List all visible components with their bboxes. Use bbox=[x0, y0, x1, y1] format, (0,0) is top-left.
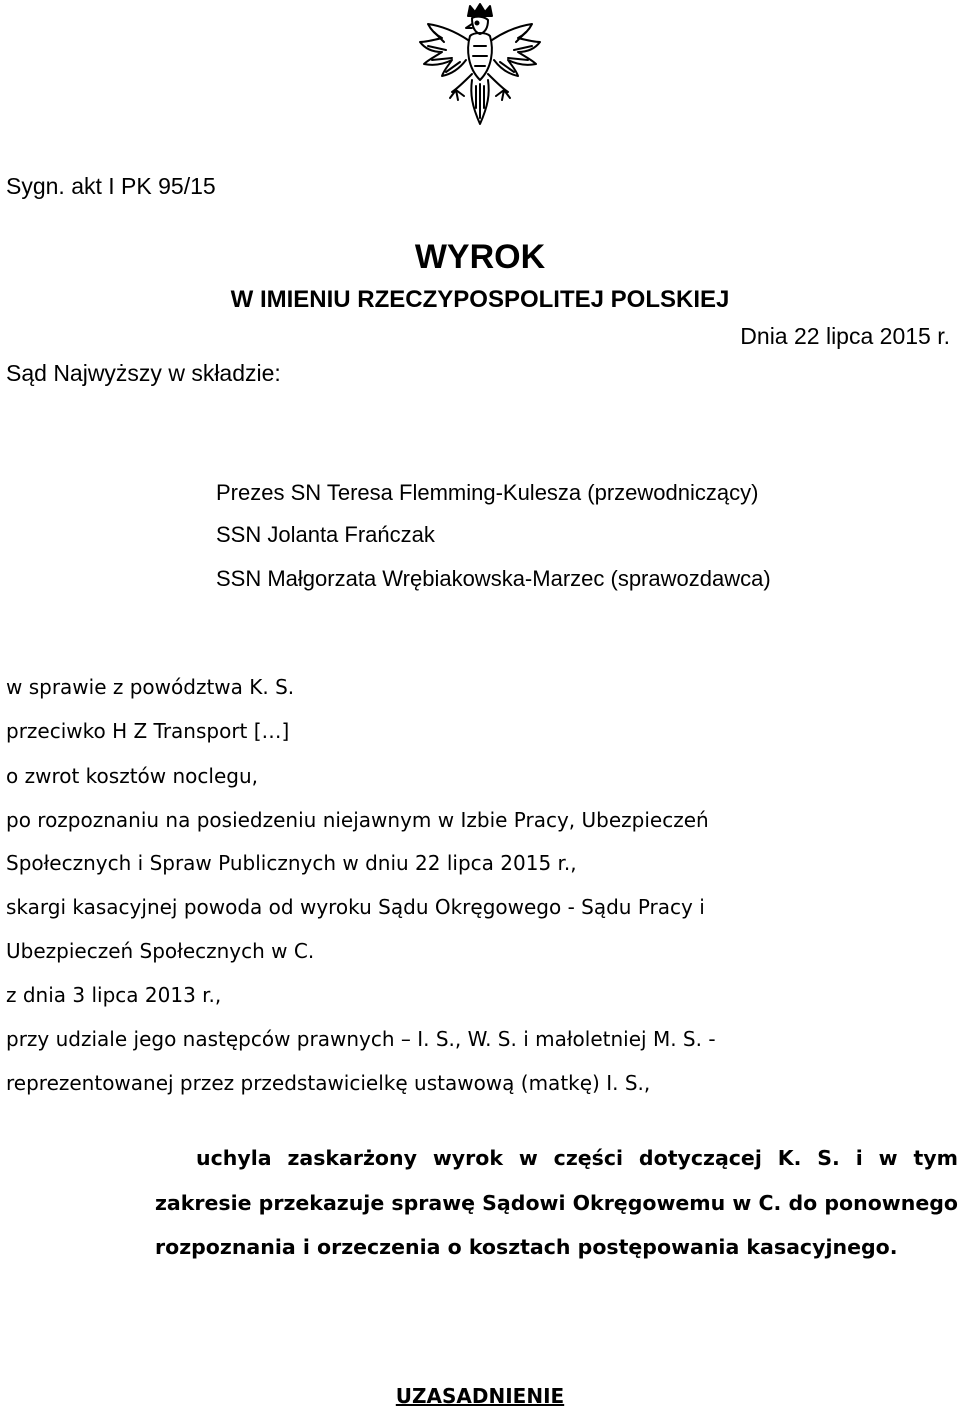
case-signature: Sygn. akt I PK 95/15 bbox=[6, 173, 216, 199]
case-line-appeal: skargi kasacyjnej powoda od wyroku Sądu Okręgowego - Sądu Pracy i bbox=[6, 895, 705, 919]
case-line-hearing: po rozpoznaniu na posiedzeniu niejawnym w Izbie Pracy, Ubezpieczeń bbox=[6, 808, 709, 832]
judge-presiding: Prezes SN Teresa Flemming-Kulesza (przewodniczący) bbox=[216, 480, 759, 505]
case-line-lower-court: Ubezpieczeń Społecznych w C. bbox=[6, 939, 315, 963]
reasons-heading: UZASADNIENIE bbox=[395, 1384, 565, 1408]
case-line-lower-court-date: z dnia 3 lipca 2013 r., bbox=[6, 983, 222, 1007]
case-line-representation: reprezentowanej przez przedstawicielkę ustawową (matkę) I. S., bbox=[6, 1071, 651, 1095]
case-line-subject: o zwrot kosztów noclegu, bbox=[6, 764, 258, 788]
case-line-successors: przy udziale jego następców prawnych – I. S., W. S. i małoletniej M. S. - bbox=[6, 1027, 716, 1051]
verdict-paragraph: uchyla zaskarżony wyrok w części dotyczącej K. S. i w tym zakresie przekazuje sprawę Sądowi Okręgowemu w C. do ponownego rozpoznania i orzeczenia o kosztach postępowania kasacyjnego. bbox=[155, 1146, 958, 1259]
case-line-plaintiff: w sprawie z powództwa K. S. bbox=[6, 675, 295, 699]
document-subtitle: W IMIENIU RZECZYPOSPOLITEJ POLSKIEJ bbox=[230, 286, 730, 313]
judge-rapporteur: SSN Małgorzata Wrębiakowska-Marzec (sprawozdawca) bbox=[216, 566, 771, 591]
judge-member: SSN Jolanta Frańczak bbox=[216, 522, 435, 547]
judgment-date: Dnia 22 lipca 2015 r. bbox=[740, 323, 950, 349]
document-title: WYROK bbox=[414, 238, 546, 276]
court-composition-label: Sąd Najwyższy w składzie: bbox=[6, 360, 281, 386]
case-line-defendant: przeciwko H Z Transport […] bbox=[6, 719, 290, 743]
polish-eagle-emblem-icon bbox=[412, 2, 548, 130]
case-line-hearing-date: Społecznych i Spraw Publicznych w dniu 22 lipca 2015 r., bbox=[6, 851, 577, 875]
